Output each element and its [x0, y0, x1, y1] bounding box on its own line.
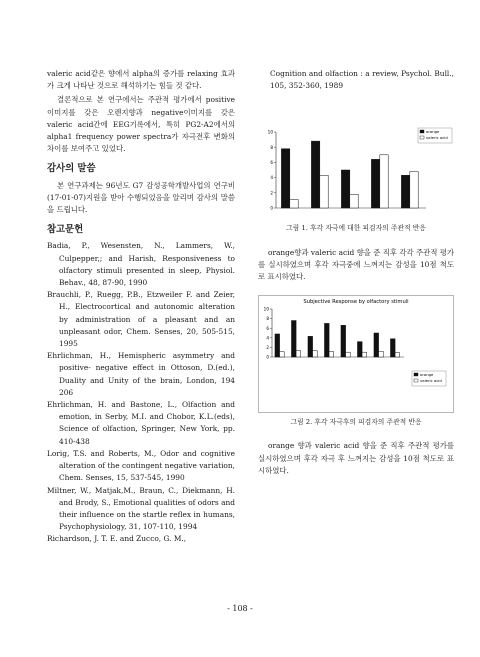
bar-orange [401, 176, 409, 209]
bar-orange [371, 160, 379, 209]
body-paragraph: valeric acid같은 향에서 alpha의 증가를 relaxing 효과가 크게 나타난 것으로 해석하기는 힘들 것 같다. [47, 69, 235, 91]
right-column [258, 68, 454, 479]
y-tick-label: 10 [263, 306, 269, 312]
bar-orange [341, 170, 349, 208]
bar-orange [390, 339, 395, 357]
reference-list [47, 240, 235, 545]
legend-swatch [414, 373, 418, 376]
reference-item: Lorig, T.S. and Roberts, M., Odor and cognitive alteration of the contingent negative variation, Chem. Senses, 15, 537-545, 1990 [47, 448, 235, 483]
bar-valeric-acid [320, 176, 328, 209]
reference-item: Ehrlichman, H. and Bastone, L., Olfaction and emotion, in Serby, M.I. and Chobor, K.L.(eds), Science of olfaction, Springer, New York, pp. 410-438 [47, 400, 235, 446]
bar-valeric-acid [350, 195, 358, 209]
legend-label: valeric acid [420, 378, 442, 384]
bar-orange [311, 142, 319, 209]
reference-item: Miltner, W., Matjak,M., Braun, C., Diekmann, H. and Brody, S., Emotional qualities of odors and their influence on the startle reflex in humans, Psychophysiology, 31, 107-110, 1994 [47, 485, 235, 532]
y-tick-label: 6 [266, 326, 269, 332]
figure-1-description: orange향과 valeric acid 향을 준 직후 각각 주관적 평가를 실시하였으며 후각 자극중에 느껴지는 감성을 10점 척도로 표시하였다. [258, 247, 454, 282]
bar-orange [275, 334, 280, 357]
figure-1-caption: 그림 1. 후각 자극에 대한 피검자의 주관적 반응 [286, 224, 426, 233]
bar-valeric-acid [290, 200, 298, 208]
bar-orange [324, 324, 329, 358]
bar-valeric-acid [346, 352, 351, 357]
y-tick-label: 8 [270, 145, 273, 151]
bar-orange [341, 326, 346, 358]
y-tick-label: 10 [267, 130, 273, 136]
bar-valeric-acid [380, 155, 388, 208]
bar-valeric-acid [280, 352, 285, 357]
references-heading: 참고문헌 [47, 224, 84, 236]
bar-orange [291, 321, 296, 357]
bar-valeric-acid [313, 351, 318, 357]
chart-frame [259, 296, 454, 413]
page-number: - 108 - [227, 604, 253, 613]
reference-continuation: Cognition and olfaction : a review, Psychol. Bull., 105, 352-360, 1989 [270, 69, 454, 91]
y-tick-label: 2 [266, 345, 269, 351]
reference-item: Ehrlichman, H., Hemispheric asymmetry and positive- negative effect in Ottoson, D.(ed.), Duality and Unity of the brain, London, 194 206 [47, 351, 235, 397]
bar-valeric-acid [410, 172, 418, 208]
acknowledgement-heading: 감사의 말씀 [47, 163, 96, 175]
figure-2-description: orange 향과 valeric acid 향을 준 직후 주관적 평가를 실시하였으며 후각 자극 후 느껴지는 감성을 10점 척도로 표시하였다. [258, 441, 454, 475]
reference-item: Badia, P., Wesensten, N., Lammers, W., Culpepper,; and Harish, Responsiveness to olfactory stimuli presented in sleep, Physiol. Behav., 48, 87-90, 1990 [47, 241, 235, 288]
figure-2-chart [258, 295, 454, 413]
conclusion-paragraph: 결론적으로 본 연구에서는 주관적 평가에서 positive 이미지를 갖은 오렌지향과 negative이미지를 갖은 valeric acid간에 EEG기록에서, 특히 PG2-A2에서의 alpha1 frequency power spectra가 자극전후 변화의 차이를 보여주고 있었다. [47, 95, 235, 154]
chart-title: Subjective Response by olfactory stimuli [303, 299, 409, 306]
reference-item: Brauchli, P., Ruegg, P.B., Etzweiler F. and Zeier, H., Electrocortical and autonomic alteration by administration of a pleasant and an unpleasant odor, Chem. Senses, 20, 505-515, 1995 [47, 290, 235, 349]
legend-label: valeric acid [426, 135, 448, 141]
y-tick-label: 2 [270, 190, 273, 196]
bar-orange [374, 333, 379, 357]
bar-orange [308, 337, 313, 358]
y-tick-label: 6 [270, 160, 273, 166]
y-tick-label: 4 [270, 175, 273, 181]
legend-label: orange [420, 372, 434, 378]
bar-orange [357, 342, 362, 357]
legend-label: orange [426, 129, 440, 135]
bar-valeric-acid [362, 352, 367, 357]
legend-swatch [420, 136, 424, 139]
acknowledgement-text: 본 연구과제는 96년도 G7 감성공학개발사업의 연구비(17-01-07)지원을 받아 수행되었음을 알리며 감사의 말씀을 드립니다. [47, 180, 235, 215]
y-tick-label: 0 [266, 354, 269, 360]
bar-valeric-acid [296, 351, 301, 357]
y-tick-label: 0 [270, 206, 273, 212]
bar-valeric-acid [379, 351, 384, 357]
reference-item: Richardson, J. T. E. and Zucco, G. M., [47, 534, 187, 544]
legend-swatch [414, 379, 418, 382]
legend-swatch [420, 130, 424, 133]
bar-valeric-acid [395, 353, 400, 357]
bar-orange [281, 149, 289, 208]
figure-2-caption: 그림 2. 후각 자극후의 피검자의 주관적 반응 [290, 418, 422, 427]
bar-valeric-acid [329, 352, 334, 357]
y-tick-label: 8 [266, 316, 269, 322]
y-tick-label: 4 [266, 335, 269, 341]
figure-1-chart [258, 124, 454, 219]
left-column [47, 68, 235, 546]
